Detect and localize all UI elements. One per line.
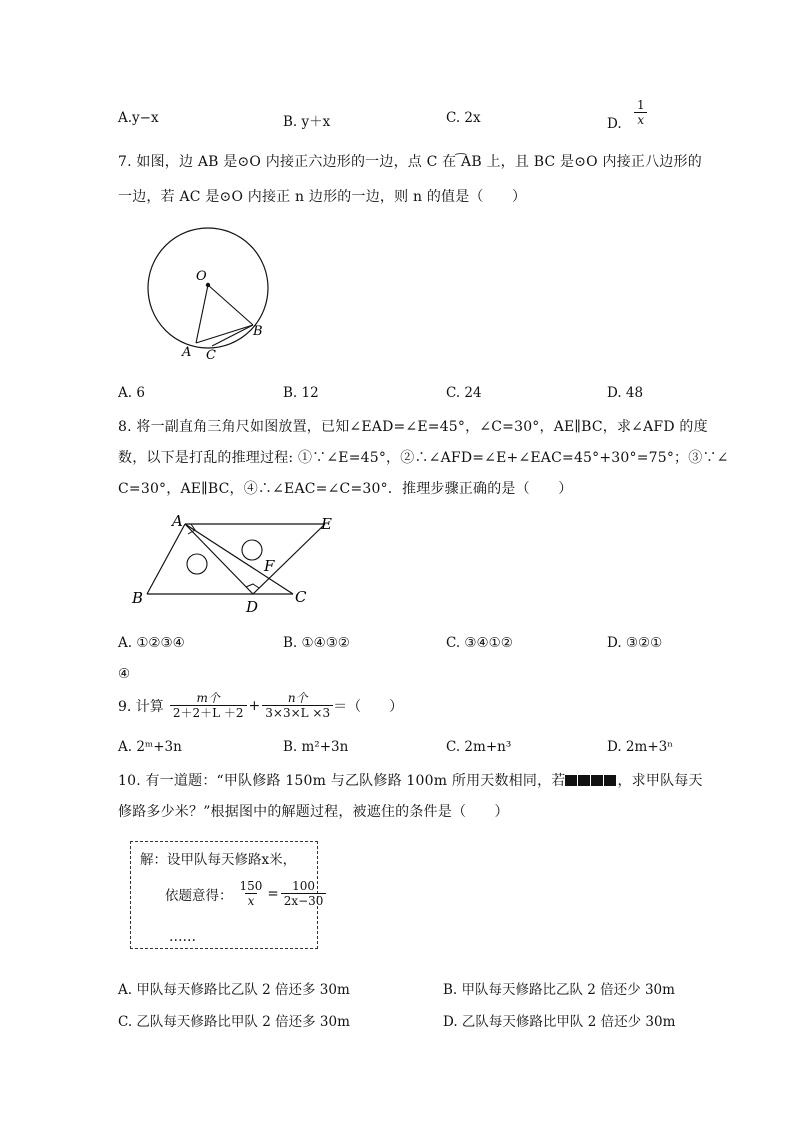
label-e: E bbox=[321, 515, 332, 533]
q6-option-d-fraction bbox=[634, 98, 648, 128]
q8-option-d: D. ③②① bbox=[607, 635, 663, 651]
q10-text-line2: 修路多少米？”根据图中的解题过程，被遮住的条件是（ ） bbox=[118, 804, 509, 820]
q9-prefix: 9. 计算 bbox=[118, 698, 164, 715]
fraction-numerator: 150 bbox=[239, 879, 263, 893]
masked-condition bbox=[565, 773, 617, 789]
fraction-denominator: x bbox=[245, 893, 258, 908]
q8-triangles-figure bbox=[125, 508, 345, 618]
q9-fraction-2 bbox=[262, 691, 333, 721]
q8-text-line1: 8. 将一副直角三角尺如图放置，已知∠EAD=∠E=45°，∠C=30°，AE∥BC，求∠AFD 的度 bbox=[118, 419, 708, 435]
label-a: A bbox=[172, 512, 183, 530]
equation-label: 依题意得： bbox=[165, 887, 233, 904]
right-angle-mark-d bbox=[246, 584, 259, 588]
fraction-denominator: 3×3×L ×3 bbox=[262, 705, 333, 720]
segment-ad bbox=[185, 524, 253, 594]
q7-option-d: D. 48 bbox=[607, 385, 644, 401]
circle-o bbox=[148, 228, 268, 348]
q6-option-d-label: D. bbox=[607, 116, 622, 133]
q8-text-line3: C=30°，AE∥BC，④∴∠EAC=∠C=30°．推理步骤正确的是（ ） bbox=[118, 481, 573, 497]
label-c: C bbox=[206, 348, 216, 363]
label-a: A bbox=[182, 345, 192, 360]
label-d: D bbox=[246, 598, 259, 616]
q6-option-d bbox=[607, 98, 648, 133]
segment-ob bbox=[208, 285, 253, 325]
fraction-numerator: 100 bbox=[292, 879, 316, 893]
q7-option-c: C. 24 bbox=[446, 385, 482, 401]
q9-option-b: B. m²+3n bbox=[283, 739, 349, 755]
label-o: O bbox=[196, 269, 207, 284]
q10-solution-box bbox=[130, 841, 324, 949]
q8-text-line2: 数，以下是打乱的推理过程: ①∵∠E=45°，②∴∠AFD=∠E+∠EAC=45°+30°=75°；③∵∠ bbox=[118, 450, 729, 466]
segment-ac bbox=[185, 524, 293, 594]
label-b: B bbox=[132, 589, 144, 607]
fraction-numerator: n个 bbox=[287, 691, 308, 705]
q9-plus: + bbox=[248, 697, 261, 714]
equation-fraction-right bbox=[281, 879, 327, 909]
segment-ab bbox=[196, 325, 253, 343]
fraction-denominator: 2x−30 bbox=[281, 893, 327, 908]
q6-option-a: A.y−x bbox=[118, 110, 159, 126]
q9-suffix: ＝（ ） bbox=[333, 698, 404, 715]
q7-text-line2: 一边，若 AC 是⊙O 内接正 n 边形的一边，则 n 的值是（ ） bbox=[118, 189, 527, 205]
solution-equation bbox=[165, 879, 326, 909]
q10-option-c: C. 乙队每天修路比甲队 2 倍还多 30m bbox=[118, 1014, 350, 1030]
solution-ellipsis: …… bbox=[169, 929, 196, 945]
fraction-denominator: 2＋2＋L ＋2 bbox=[170, 705, 247, 720]
q8-option-c: C. ③④①② bbox=[446, 635, 513, 651]
q7-option-b: B. 12 bbox=[283, 385, 319, 401]
equation-fraction-left bbox=[237, 879, 266, 909]
q9-option-c: C. 2m+n³ bbox=[446, 739, 512, 755]
q7-option-a: A. 6 bbox=[118, 385, 145, 401]
q10-line1-start: 10. 有一道题：“甲队修路 150m 与乙队修路 100m 所用天数相同，若 bbox=[118, 773, 566, 789]
q10-line1-end: ，求甲队每天 bbox=[617, 773, 703, 789]
solution-first-line: 解：设甲队每天修路x米， bbox=[140, 852, 297, 868]
q6-option-c: C. 2x bbox=[446, 110, 481, 126]
q9-fraction-1 bbox=[170, 691, 247, 721]
q10-option-d: D. 乙队每天修路比甲队 2 倍还少 30m bbox=[443, 1014, 676, 1030]
q6-option-b: B. y＋x bbox=[283, 114, 331, 130]
q8-option-d-wrap: ④ bbox=[118, 666, 131, 682]
q10-option-a: A. 甲队每天修路比乙队 2 倍还多 30m bbox=[118, 982, 350, 998]
fraction-numerator: 1 bbox=[636, 98, 645, 112]
fraction-denominator: x bbox=[634, 112, 647, 127]
segment-oa bbox=[196, 285, 208, 343]
label-c: C bbox=[295, 588, 307, 606]
triangle-hole-right bbox=[242, 540, 262, 560]
q7-circle-figure bbox=[140, 215, 280, 365]
segment-ab bbox=[147, 524, 185, 594]
q9-option-d: D. 2m+3ⁿ bbox=[607, 739, 674, 755]
label-f: F bbox=[264, 557, 275, 575]
q10-option-b: B. 甲队每天修路比乙队 2 倍还少 30m bbox=[443, 982, 675, 998]
q10-text-line1 bbox=[118, 770, 703, 790]
q9-expression bbox=[118, 691, 403, 721]
equals-sign: = bbox=[267, 885, 279, 902]
triangle-hole-left bbox=[187, 554, 207, 574]
q7-text-line1: 7. 如图，边 AB 是⊙O 内接正六边形的一边，点 C 在 ͡AB 上，且 BC 是⊙O 内接正八边形的 bbox=[118, 154, 702, 170]
fraction-numerator: m个 bbox=[196, 691, 220, 705]
q9-option-a: A. 2ᵐ+3n bbox=[118, 739, 182, 755]
q8-option-b: B. ①④③② bbox=[283, 635, 350, 651]
q8-option-a: A. ①②③④ bbox=[118, 635, 185, 651]
label-b: B bbox=[253, 324, 263, 339]
